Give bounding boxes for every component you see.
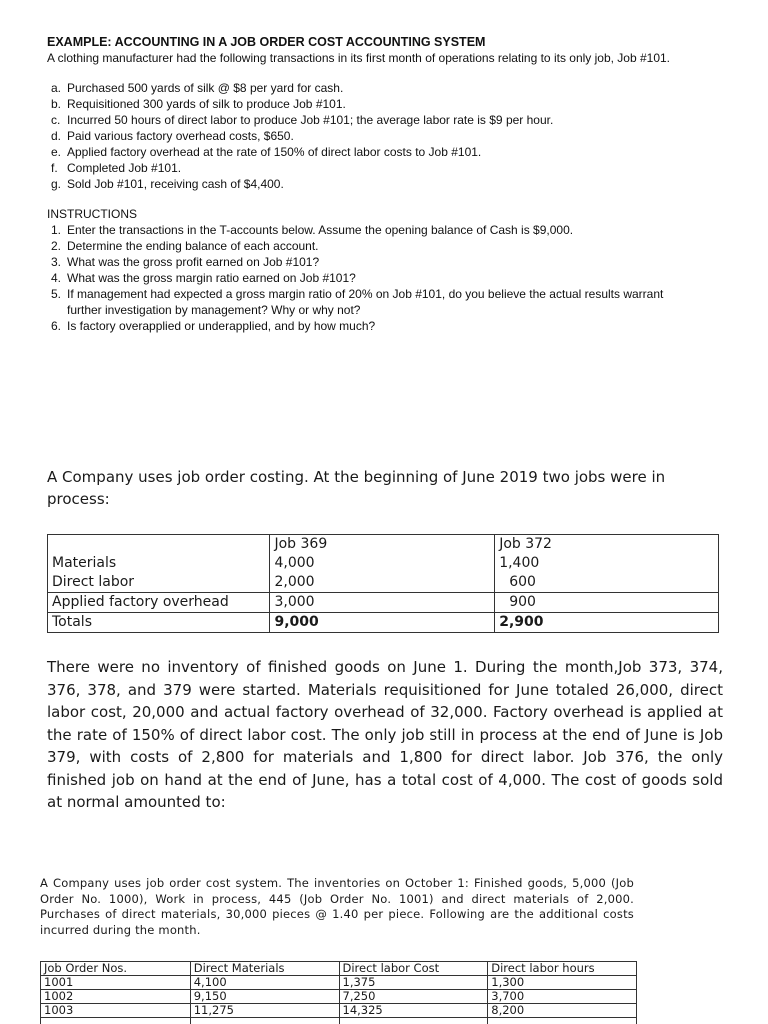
- job-order-costs-table: [40, 961, 637, 1024]
- list-item: [51, 318, 687, 334]
- table-cell: Applied factory overhead: [48, 593, 270, 613]
- item-marker: 6.: [51, 319, 62, 333]
- item-text: If management had expected a gross margin ratio of 20% on Job #101, do you believe the actual results warrant further investigation by management? Why or why not?: [67, 287, 664, 317]
- example-title: EXAMPLE: ACCOUNTING IN A JOB ORDER COST ACCOUNTING SYSTEM: [47, 35, 486, 49]
- table-row: [48, 613, 719, 633]
- table-cell: 3,000: [270, 593, 495, 613]
- june-problem-intro: [47, 466, 723, 510]
- table-cell: 9,150: [190, 990, 339, 1004]
- table-header-cell: Direct labor Cost: [339, 962, 488, 976]
- table-header-cell: [48, 535, 270, 555]
- item-marker: 5.: [51, 287, 62, 301]
- list-item: [51, 80, 687, 96]
- item-text: What was the gross profit earned on Job #101?: [67, 255, 320, 269]
- table-cell: Direct labor: [48, 573, 270, 593]
- item-text: Enter the transactions in the T-accounts below. Assume the opening balance of Cash is $9,000.: [67, 223, 574, 237]
- table-cell: [190, 1018, 339, 1024]
- table-row-cut-off: [41, 1018, 637, 1024]
- table-row: [41, 1004, 637, 1018]
- item-marker: c.: [51, 113, 61, 127]
- list-item: [51, 238, 687, 254]
- table-cell: 7,250: [339, 990, 488, 1004]
- item-marker: 4.: [51, 271, 62, 285]
- table-cell: 4,000: [270, 554, 495, 573]
- list-item: [51, 254, 687, 270]
- table-cell: [41, 1018, 191, 1024]
- table-row: [48, 573, 719, 593]
- list-item: [51, 286, 687, 318]
- table-header-cell: Job Order Nos.: [41, 962, 191, 976]
- item-marker: d.: [51, 129, 62, 143]
- jobs-in-process-table: [47, 534, 719, 633]
- table-cell: 9,000: [270, 613, 495, 633]
- table-cell: 11,275: [190, 1004, 339, 1018]
- table-cell: 14,325: [339, 1004, 488, 1018]
- list-item: [51, 96, 687, 112]
- june-problem-body: There were no inventory of finished goods on June 1. During the month,Job 373, 374, 376, 378, and 379 were started. Materials requisitioned for June totaled 26,000, direct labor cost, 20,000 and actual factory overhead of 32,000. Factory overhead is applied at the rate of 150% of direct labor cost. The only job still in process at the end of June is Job 379, with costs of 2,800 for materials and 1,800 for direct labor. Job 376, the only finished job on hand at the end of June, has a total cost of 4,000. The cost of goods sold at normal amounted to:: [47, 658, 723, 811]
- item-text: Sold Job #101, receiving cash of $4,400.: [67, 177, 284, 191]
- example-section: [47, 34, 687, 334]
- table-header-cell: Direct Materials: [190, 962, 339, 976]
- table-header-cell: Direct labor hours: [488, 962, 637, 976]
- table-header-row: [48, 535, 719, 555]
- table-cell: 600: [495, 573, 719, 593]
- table-cell: 1001: [41, 976, 191, 990]
- item-text: Incurred 50 hours of direct labor to produce Job #101; the average labor rate is $9 per hour.: [67, 113, 554, 127]
- table-cell: 1,375: [339, 976, 488, 990]
- table-header-cell: Job 372: [495, 535, 719, 555]
- table-row: [41, 976, 637, 990]
- item-marker: f.: [51, 161, 58, 175]
- item-text: Purchased 500 yards of silk @ $8 per yard for cash.: [67, 81, 344, 95]
- item-marker: a.: [51, 81, 62, 95]
- table-cell: 2,000: [270, 573, 495, 593]
- table-header-row: [41, 962, 637, 976]
- table-cell: 8,200: [488, 1004, 637, 1018]
- item-marker: 2.: [51, 239, 62, 253]
- table-cell: Totals: [48, 613, 270, 633]
- list-item: [51, 112, 687, 128]
- item-text: Determine the ending balance of each account.: [67, 239, 319, 253]
- table-cell: 1,400: [495, 554, 719, 573]
- item-marker: 1.: [51, 223, 62, 237]
- table-row: [41, 990, 637, 1004]
- october-problem-text: A Company uses job order cost system. The inventories on October 1: Finished goods, 5,000 (Job Order No. 1000), Work in process, 445 (Job Order No. 1001) and direct materials of 2,000. Purchases of direct materials, 30,000 pieces @ 1.40 per piece. Following are the additional costs incurred during the month.: [40, 876, 634, 937]
- table-cell: 3,700: [488, 990, 637, 1004]
- table-cell: [339, 1018, 488, 1024]
- item-marker: b.: [51, 97, 62, 111]
- instructions-list: [51, 222, 687, 334]
- table-cell: 1003: [41, 1004, 191, 1018]
- list-item: [51, 222, 687, 238]
- table-cell: 1,300: [488, 976, 637, 990]
- list-item: [51, 160, 687, 176]
- item-marker: g.: [51, 177, 62, 191]
- item-text: Completed Job #101.: [67, 161, 182, 175]
- list-item: [51, 128, 687, 144]
- june-intro-text: A Company uses job order costing. At the beginning of June 2019 two jobs were in process:: [47, 468, 666, 508]
- table-cell: 2,900: [495, 613, 719, 633]
- transaction-list: [51, 80, 687, 192]
- list-item: [51, 176, 687, 192]
- table-cell: 4,100: [190, 976, 339, 990]
- instructions-heading: INSTRUCTIONS: [47, 207, 137, 221]
- item-text: Is factory overapplied or underapplied, and by how much?: [67, 319, 376, 333]
- table-cell: 900: [495, 593, 719, 613]
- table-header-cell: Job 369: [270, 535, 495, 555]
- table-cell: 1002: [41, 990, 191, 1004]
- table-cell: [488, 1018, 637, 1024]
- item-text: Requisitioned 300 yards of silk to produce Job #101.: [67, 97, 346, 111]
- item-text: What was the gross margin ratio earned on Job #101?: [67, 271, 356, 285]
- table-cell: Materials: [48, 554, 270, 573]
- item-marker: e.: [51, 145, 62, 159]
- item-text: Applied factory overhead at the rate of 150% of direct labor costs to Job #101.: [67, 145, 482, 159]
- item-text: Paid various factory overhead costs, $650.: [67, 129, 294, 143]
- table-row: [48, 554, 719, 573]
- list-item: [51, 270, 687, 286]
- example-intro: A clothing manufacturer had the following transactions in its first month of operations relating to its only job, Job #101.: [47, 51, 671, 65]
- item-marker: 3.: [51, 255, 62, 269]
- table-row: [48, 593, 719, 613]
- list-item: [51, 144, 687, 160]
